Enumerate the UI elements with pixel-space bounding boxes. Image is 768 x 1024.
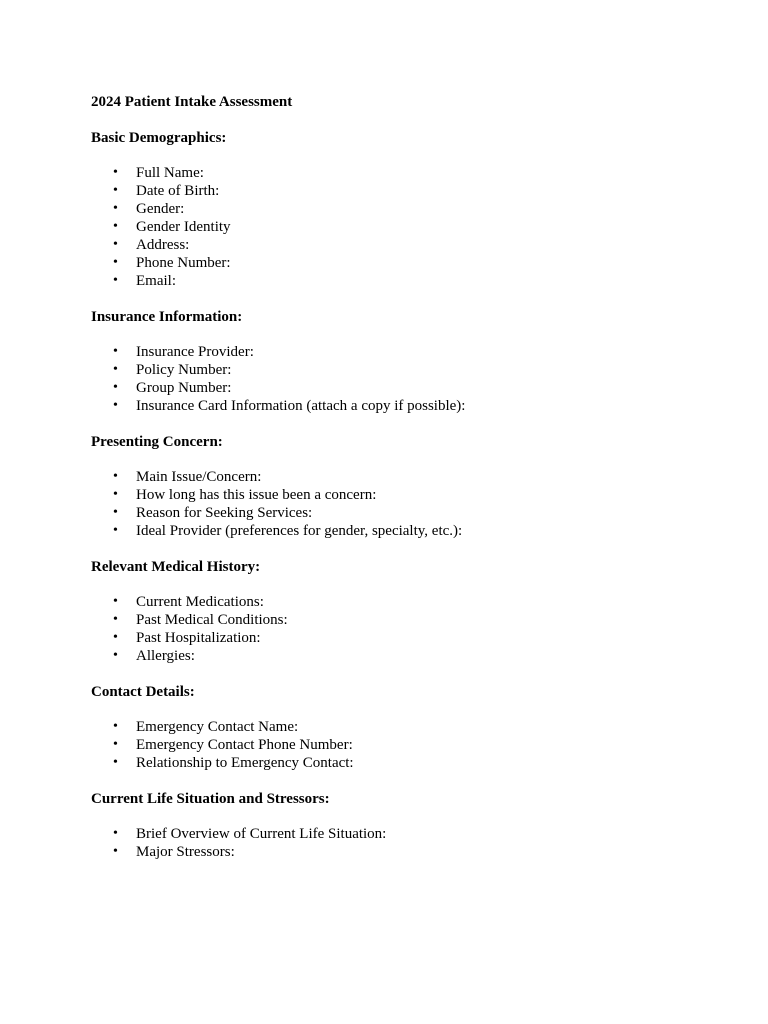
bullet-icon: • xyxy=(113,380,118,395)
list-item xyxy=(91,522,711,540)
field-label: Relationship to Emergency Contact: xyxy=(136,755,354,771)
list-item xyxy=(91,343,711,361)
field-list xyxy=(91,593,711,665)
field-label: Past Medical Conditions: xyxy=(136,612,288,628)
section-insurance-information xyxy=(91,308,711,415)
field-label: Main Issue/Concern: xyxy=(136,469,262,485)
list-item xyxy=(91,164,711,182)
bullet-icon: • xyxy=(113,737,118,752)
bullet-icon: • xyxy=(113,826,118,841)
field-label: Full Name: xyxy=(136,165,204,181)
field-label: Major Stressors: xyxy=(136,844,235,860)
field-label: Gender Identity xyxy=(136,219,231,235)
list-item xyxy=(91,825,711,843)
field-label: Past Hospitalization: xyxy=(136,630,261,646)
list-item xyxy=(91,486,711,504)
list-item xyxy=(91,254,711,272)
field-list xyxy=(91,343,711,415)
list-item xyxy=(91,236,711,254)
bullet-icon: • xyxy=(113,469,118,484)
bullet-icon: • xyxy=(113,273,118,288)
field-label: Emergency Contact Phone Number: xyxy=(136,737,353,753)
field-list xyxy=(91,164,711,290)
field-label: Emergency Contact Name: xyxy=(136,719,299,735)
document-page xyxy=(91,93,711,861)
field-label: Insurance Provider: xyxy=(136,344,254,360)
section-current-life-situation xyxy=(91,790,711,861)
list-item xyxy=(91,754,711,772)
section-heading: Basic Demographics: xyxy=(91,130,227,146)
bullet-icon: • xyxy=(113,755,118,770)
bullet-icon: • xyxy=(113,648,118,663)
list-item xyxy=(91,593,711,611)
section-heading: Presenting Concern: xyxy=(91,434,223,450)
bullet-icon: • xyxy=(113,523,118,538)
field-label: Current Medications: xyxy=(136,594,264,610)
field-list xyxy=(91,718,711,772)
field-label: Allergies: xyxy=(136,648,195,664)
list-item xyxy=(91,379,711,397)
field-label: Group Number: xyxy=(136,380,232,396)
bullet-icon: • xyxy=(113,719,118,734)
list-item xyxy=(91,504,711,522)
field-label: Gender: xyxy=(136,201,185,217)
section-heading: Relevant Medical History: xyxy=(91,559,261,575)
section-heading: Insurance Information: xyxy=(91,309,243,325)
list-item xyxy=(91,736,711,754)
section-relevant-medical-history xyxy=(91,558,711,665)
list-item xyxy=(91,182,711,200)
list-item xyxy=(91,843,711,861)
field-label: Brief Overview of Current Life Situation: xyxy=(136,826,387,842)
bullet-icon: • xyxy=(113,362,118,377)
section-heading: Current Life Situation and Stressors: xyxy=(91,791,330,807)
list-item xyxy=(91,718,711,736)
bullet-icon: • xyxy=(113,630,118,645)
list-item xyxy=(91,611,711,629)
section-presenting-concern xyxy=(91,433,711,540)
field-list xyxy=(91,468,711,540)
document-title: 2024 Patient Intake Assessment xyxy=(91,94,293,110)
list-item xyxy=(91,629,711,647)
section-heading: Contact Details: xyxy=(91,684,195,700)
list-item xyxy=(91,397,711,415)
bullet-icon: • xyxy=(113,219,118,234)
list-item xyxy=(91,200,711,218)
list-item xyxy=(91,468,711,486)
bullet-icon: • xyxy=(113,844,118,859)
list-item xyxy=(91,647,711,665)
field-label: Reason for Seeking Services: xyxy=(136,505,313,521)
bullet-icon: • xyxy=(113,201,118,216)
field-label: Ideal Provider (preferences for gender, specialty, etc.): xyxy=(136,523,463,539)
field-list xyxy=(91,825,711,861)
field-label: Insurance Card Information (attach a copy if possible): xyxy=(136,398,466,414)
section-basic-demographics xyxy=(91,129,711,290)
field-label: Phone Number: xyxy=(136,255,231,271)
bullet-icon: • xyxy=(113,255,118,270)
bullet-icon: • xyxy=(113,183,118,198)
bullet-icon: • xyxy=(113,237,118,252)
section-contact-details xyxy=(91,683,711,772)
list-item xyxy=(91,272,711,290)
bullet-icon: • xyxy=(113,594,118,609)
bullet-icon: • xyxy=(113,398,118,413)
bullet-icon: • xyxy=(113,487,118,502)
field-label: How long has this issue been a concern: xyxy=(136,487,377,503)
bullet-icon: • xyxy=(113,612,118,627)
field-label: Address: xyxy=(136,237,190,253)
list-item xyxy=(91,218,711,236)
bullet-icon: • xyxy=(113,505,118,520)
list-item xyxy=(91,361,711,379)
bullet-icon: • xyxy=(113,344,118,359)
field-label: Email: xyxy=(136,273,176,289)
field-label: Date of Birth: xyxy=(136,183,220,199)
field-label: Policy Number: xyxy=(136,362,232,378)
bullet-icon: • xyxy=(113,165,118,180)
